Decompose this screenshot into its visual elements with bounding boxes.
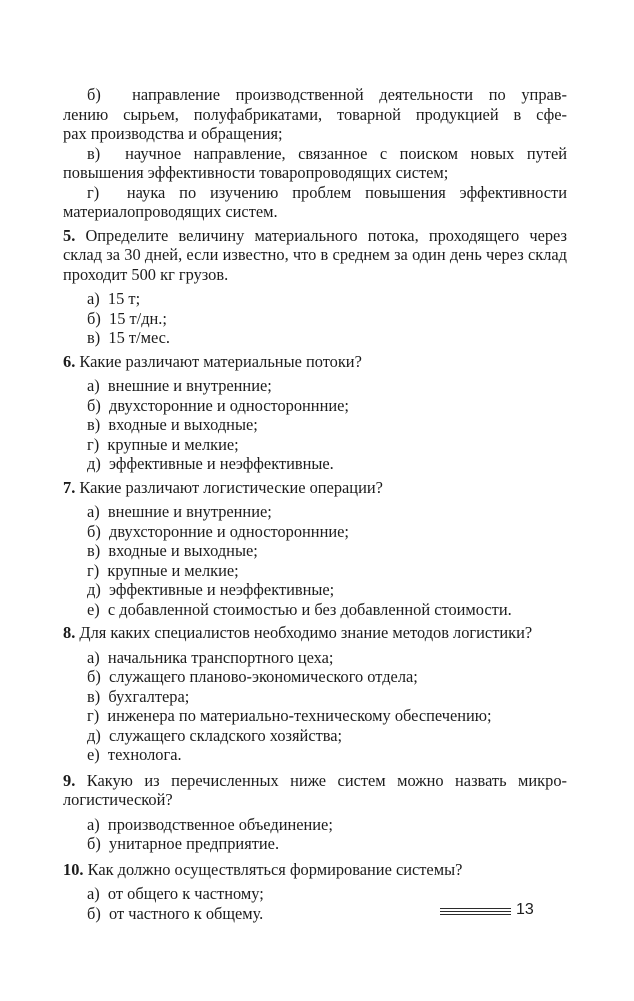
- carryover-line: б) направление производственной деятельности по управ-: [87, 85, 567, 104]
- answer-option: в) входные и выходные;: [87, 415, 258, 434]
- question-number: 6.: [63, 351, 76, 371]
- carryover-line: в) научное направление, связанное с поиском новых путей: [87, 143, 567, 163]
- answer-option: а) 15 т;: [87, 289, 141, 308]
- answer-option: в) бухгалтера;: [87, 686, 190, 706]
- carryover-options: [63, 85, 567, 222]
- question-text: [63, 352, 567, 372]
- question-list: [63, 226, 567, 924]
- question-number: 9.: [63, 770, 76, 790]
- question-number: 8.: [63, 623, 76, 642]
- answer-options: [63, 289, 567, 348]
- answer-option: а) от общего к частному;: [87, 884, 264, 903]
- answer-option: г) крупные и мелкие;: [87, 560, 239, 580]
- question-block: [63, 352, 567, 474]
- answer-option: в) 15 т/мес.: [87, 328, 171, 347]
- answer-option: д) эффективные и неэффективные.: [87, 454, 334, 473]
- question-prompt: Как должно осуществляться формирование системы?: [87, 859, 463, 879]
- question-prompt: Какую из перечисленных ниже систем можно назвать микро-логистической?: [63, 770, 567, 809]
- question-text: [63, 771, 567, 810]
- answer-option: в) входные и выходные;: [87, 541, 258, 560]
- footer-rule-line: [440, 908, 511, 909]
- question-block: [63, 623, 567, 765]
- answer-option: д) служащего складского хозяйства;: [87, 725, 343, 745]
- answer-options: [63, 502, 567, 619]
- question-prompt: Какие различают материальные потоки?: [79, 351, 362, 371]
- page-content: [63, 85, 567, 923]
- answer-option: д) эффективные и неэффективные;: [87, 580, 335, 599]
- answer-option: а) начальника транспортного цеха;: [87, 647, 334, 667]
- answer-options: [63, 376, 567, 474]
- question-prompt: Определите величину материального потока, проходящего через склад за 30 дней, если известно, что в среднем за один день через склад проходит 500 кг грузов.: [63, 225, 567, 284]
- answer-option: б) унитарное предприятие.: [87, 834, 280, 853]
- question-text: [63, 623, 567, 643]
- question-block: [63, 478, 567, 620]
- answer-options: [63, 815, 567, 854]
- question-text: [63, 226, 567, 285]
- question-text: [63, 478, 567, 498]
- answer-option: е) технолога.: [87, 745, 182, 764]
- footer-rule-line: [440, 914, 511, 915]
- carryover-line: г) наука по изучению проблем повышения эффективности: [87, 182, 567, 202]
- answer-option: г) инженера по материально-техническому обеспечению;: [87, 706, 492, 725]
- answer-option: б) 15 т/дн.;: [87, 308, 167, 328]
- answer-option: е) с добавленной стоимостью и без добавленной стоимости.: [87, 599, 512, 619]
- question-number: 10.: [63, 859, 84, 879]
- answer-option: б) служащего планово-экономического отдела;: [87, 667, 418, 686]
- answer-option: а) внешние и внутренние;: [87, 376, 272, 395]
- page-number: 13: [516, 901, 534, 918]
- answer-option: г) крупные и мелкие;: [87, 434, 239, 454]
- question-prompt: Какие различают логистические операции?: [79, 477, 383, 497]
- question-prompt: Для каких специалистов необходимо знание методов логистики?: [79, 623, 533, 642]
- answer-option: б) двухсторонние и одностороннние;: [87, 395, 349, 415]
- answer-option: а) внешние и внутренние;: [87, 502, 272, 521]
- carryover-line: лению сырьем, полуфабрикатами, товарной продукцией в сфе-: [63, 104, 567, 124]
- question-block: [63, 226, 567, 348]
- question-block: [63, 771, 567, 854]
- carryover-line: рах производства и обращения;: [63, 124, 283, 143]
- question-number: 7.: [63, 477, 76, 497]
- question-number: 5.: [63, 225, 76, 245]
- answer-option: б) двухсторонние и одностороннние;: [87, 521, 349, 541]
- carryover-line: повышения эффективности товаропроводящих систем;: [63, 163, 449, 182]
- answer-options: [63, 884, 567, 923]
- footer-rule-line: [440, 911, 511, 912]
- carryover-line: материалопроводящих систем.: [63, 202, 278, 221]
- answer-option: б) от частного к общему.: [87, 903, 264, 923]
- question-text: [63, 860, 567, 880]
- answer-options: [63, 648, 567, 765]
- answer-option: а) производственное объединение;: [87, 814, 333, 834]
